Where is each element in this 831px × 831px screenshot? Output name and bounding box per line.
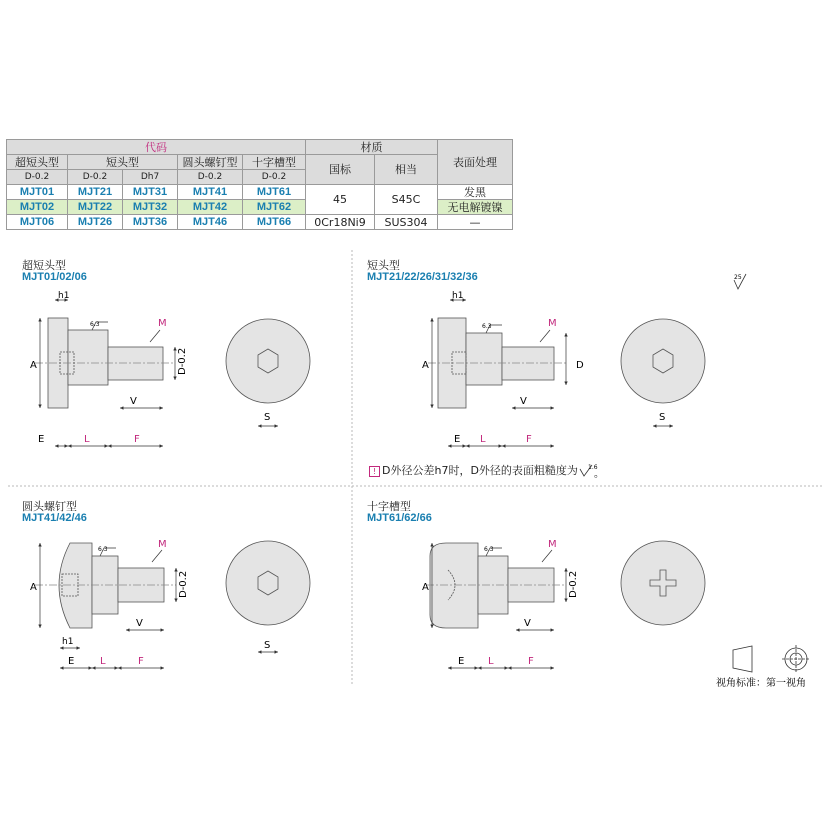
section-codes: MJT41/42/46 (22, 512, 87, 524)
dim-h1: h1 (62, 637, 74, 647)
dim-V: V (520, 396, 527, 407)
material-gb: 国标 (306, 155, 375, 185)
code-cell: MJT02 (7, 200, 68, 215)
svg-text:。: 。 (593, 469, 604, 480)
dim-E: E (38, 434, 45, 445)
dim-E: E (454, 434, 461, 445)
dim-V: V (524, 618, 531, 629)
surface-cell: 发黑 (438, 185, 513, 200)
spec-table (6, 139, 513, 230)
type-short: 短头型 (68, 155, 178, 170)
section-title: 十字槽型 (367, 500, 411, 513)
gb-cell: 45 (306, 185, 375, 215)
roughness-value: 6.3 (484, 546, 494, 553)
roughness-value: 1.6 (587, 464, 598, 471)
dim-h1: h1 (452, 291, 464, 301)
gb-cell: 0Cr18Ni9 (306, 215, 375, 230)
tolerance-note (369, 462, 604, 480)
equiv-cell: SUS304 (375, 215, 438, 230)
section-codes: MJT01/02/06 (22, 271, 87, 283)
dim-F: F (134, 434, 140, 445)
roughness-symbol (578, 463, 604, 480)
dim-L: L (84, 434, 90, 445)
svg-text:25: 25 (734, 274, 742, 281)
code-cell: MJT42 (178, 200, 243, 215)
dim-L: L (100, 656, 106, 667)
type-cross-slot: 十字槽型 (243, 155, 306, 170)
code-cell: MJT01 (7, 185, 68, 200)
dim-F: F (526, 434, 532, 445)
dim-L: L (480, 434, 486, 445)
note-text: D外径公差h7时，D外径的表面粗糙度为 (382, 464, 578, 477)
dim-E: E (458, 656, 465, 667)
roughness-value: 6.3 (98, 546, 108, 553)
dim-D: D-0.2 (178, 570, 189, 598)
dim-M: M (158, 318, 167, 329)
dim-E: E (68, 656, 75, 667)
code-cell: MJT21 (68, 185, 123, 200)
code-cell: MJT06 (7, 215, 68, 230)
dim-D: D (576, 360, 584, 371)
section-title: 超短头型 (22, 259, 66, 272)
code-cell: MJT22 (68, 200, 123, 215)
dim-F: F (138, 656, 144, 667)
surface-header: 表面处理 (438, 140, 513, 185)
dim-L: L (488, 656, 494, 667)
code-cell: MJT36 (123, 215, 178, 230)
dim-D: D-0.2 (177, 347, 188, 375)
tol-cell: D-0.2 (7, 170, 68, 185)
dim-M: M (548, 539, 557, 550)
roughness-value: 6.3 (90, 321, 100, 328)
code-cell: MJT62 (243, 200, 306, 215)
dim-A: A (422, 582, 429, 593)
dim-F: F (528, 656, 534, 667)
roughness-value: 6.3 (482, 323, 492, 330)
dim-M: M (548, 318, 557, 329)
table-row (7, 185, 513, 200)
info-icon: ! (369, 466, 380, 477)
section-title: 圆头螺钉型 (22, 500, 77, 513)
tol-cell: D-0.2 (178, 170, 243, 185)
tol-cell: Dh7 (123, 170, 178, 185)
code-header: 代码 (7, 140, 306, 155)
dim-S: S (659, 412, 666, 423)
dim-A: A (422, 360, 429, 371)
surface-cell: — (438, 215, 513, 230)
dim-S: S (264, 640, 271, 651)
code-cell: MJT41 (178, 185, 243, 200)
code-cell: MJT61 (243, 185, 306, 200)
tol-cell: D-0.2 (68, 170, 123, 185)
type-ultra-short: 超短头型 (7, 155, 68, 170)
section-codes: MJT21/22/26/31/32/36 (367, 271, 478, 283)
view-standard-label: 视角标准：第一视角 (716, 678, 806, 689)
dim-M: M (158, 539, 167, 550)
surface-cell: 无电解镀镍 (438, 200, 513, 215)
table-row (7, 215, 513, 230)
code-cell: MJT31 (123, 185, 178, 200)
dim-A: A (30, 360, 37, 371)
dim-S: S (264, 412, 271, 423)
code-cell: MJT32 (123, 200, 178, 215)
dim-D: D-0.2 (568, 570, 579, 598)
section-title: 短头型 (367, 259, 400, 272)
code-cell: MJT66 (243, 215, 306, 230)
material-header: 材质 (306, 140, 438, 155)
type-round-screw: 圆头螺钉型 (178, 155, 243, 170)
table-row (7, 200, 513, 215)
dim-h1: h1 (58, 291, 70, 301)
equiv-cell: S45C (375, 185, 438, 215)
code-cell: MJT26 (68, 215, 123, 230)
section-codes: MJT61/62/66 (367, 512, 432, 524)
code-cell: MJT46 (178, 215, 243, 230)
dim-V: V (136, 618, 143, 629)
dim-V: V (130, 396, 137, 407)
dim-A: A (30, 582, 37, 593)
tol-cell: D-0.2 (243, 170, 306, 185)
material-equiv: 相当 (375, 155, 438, 185)
